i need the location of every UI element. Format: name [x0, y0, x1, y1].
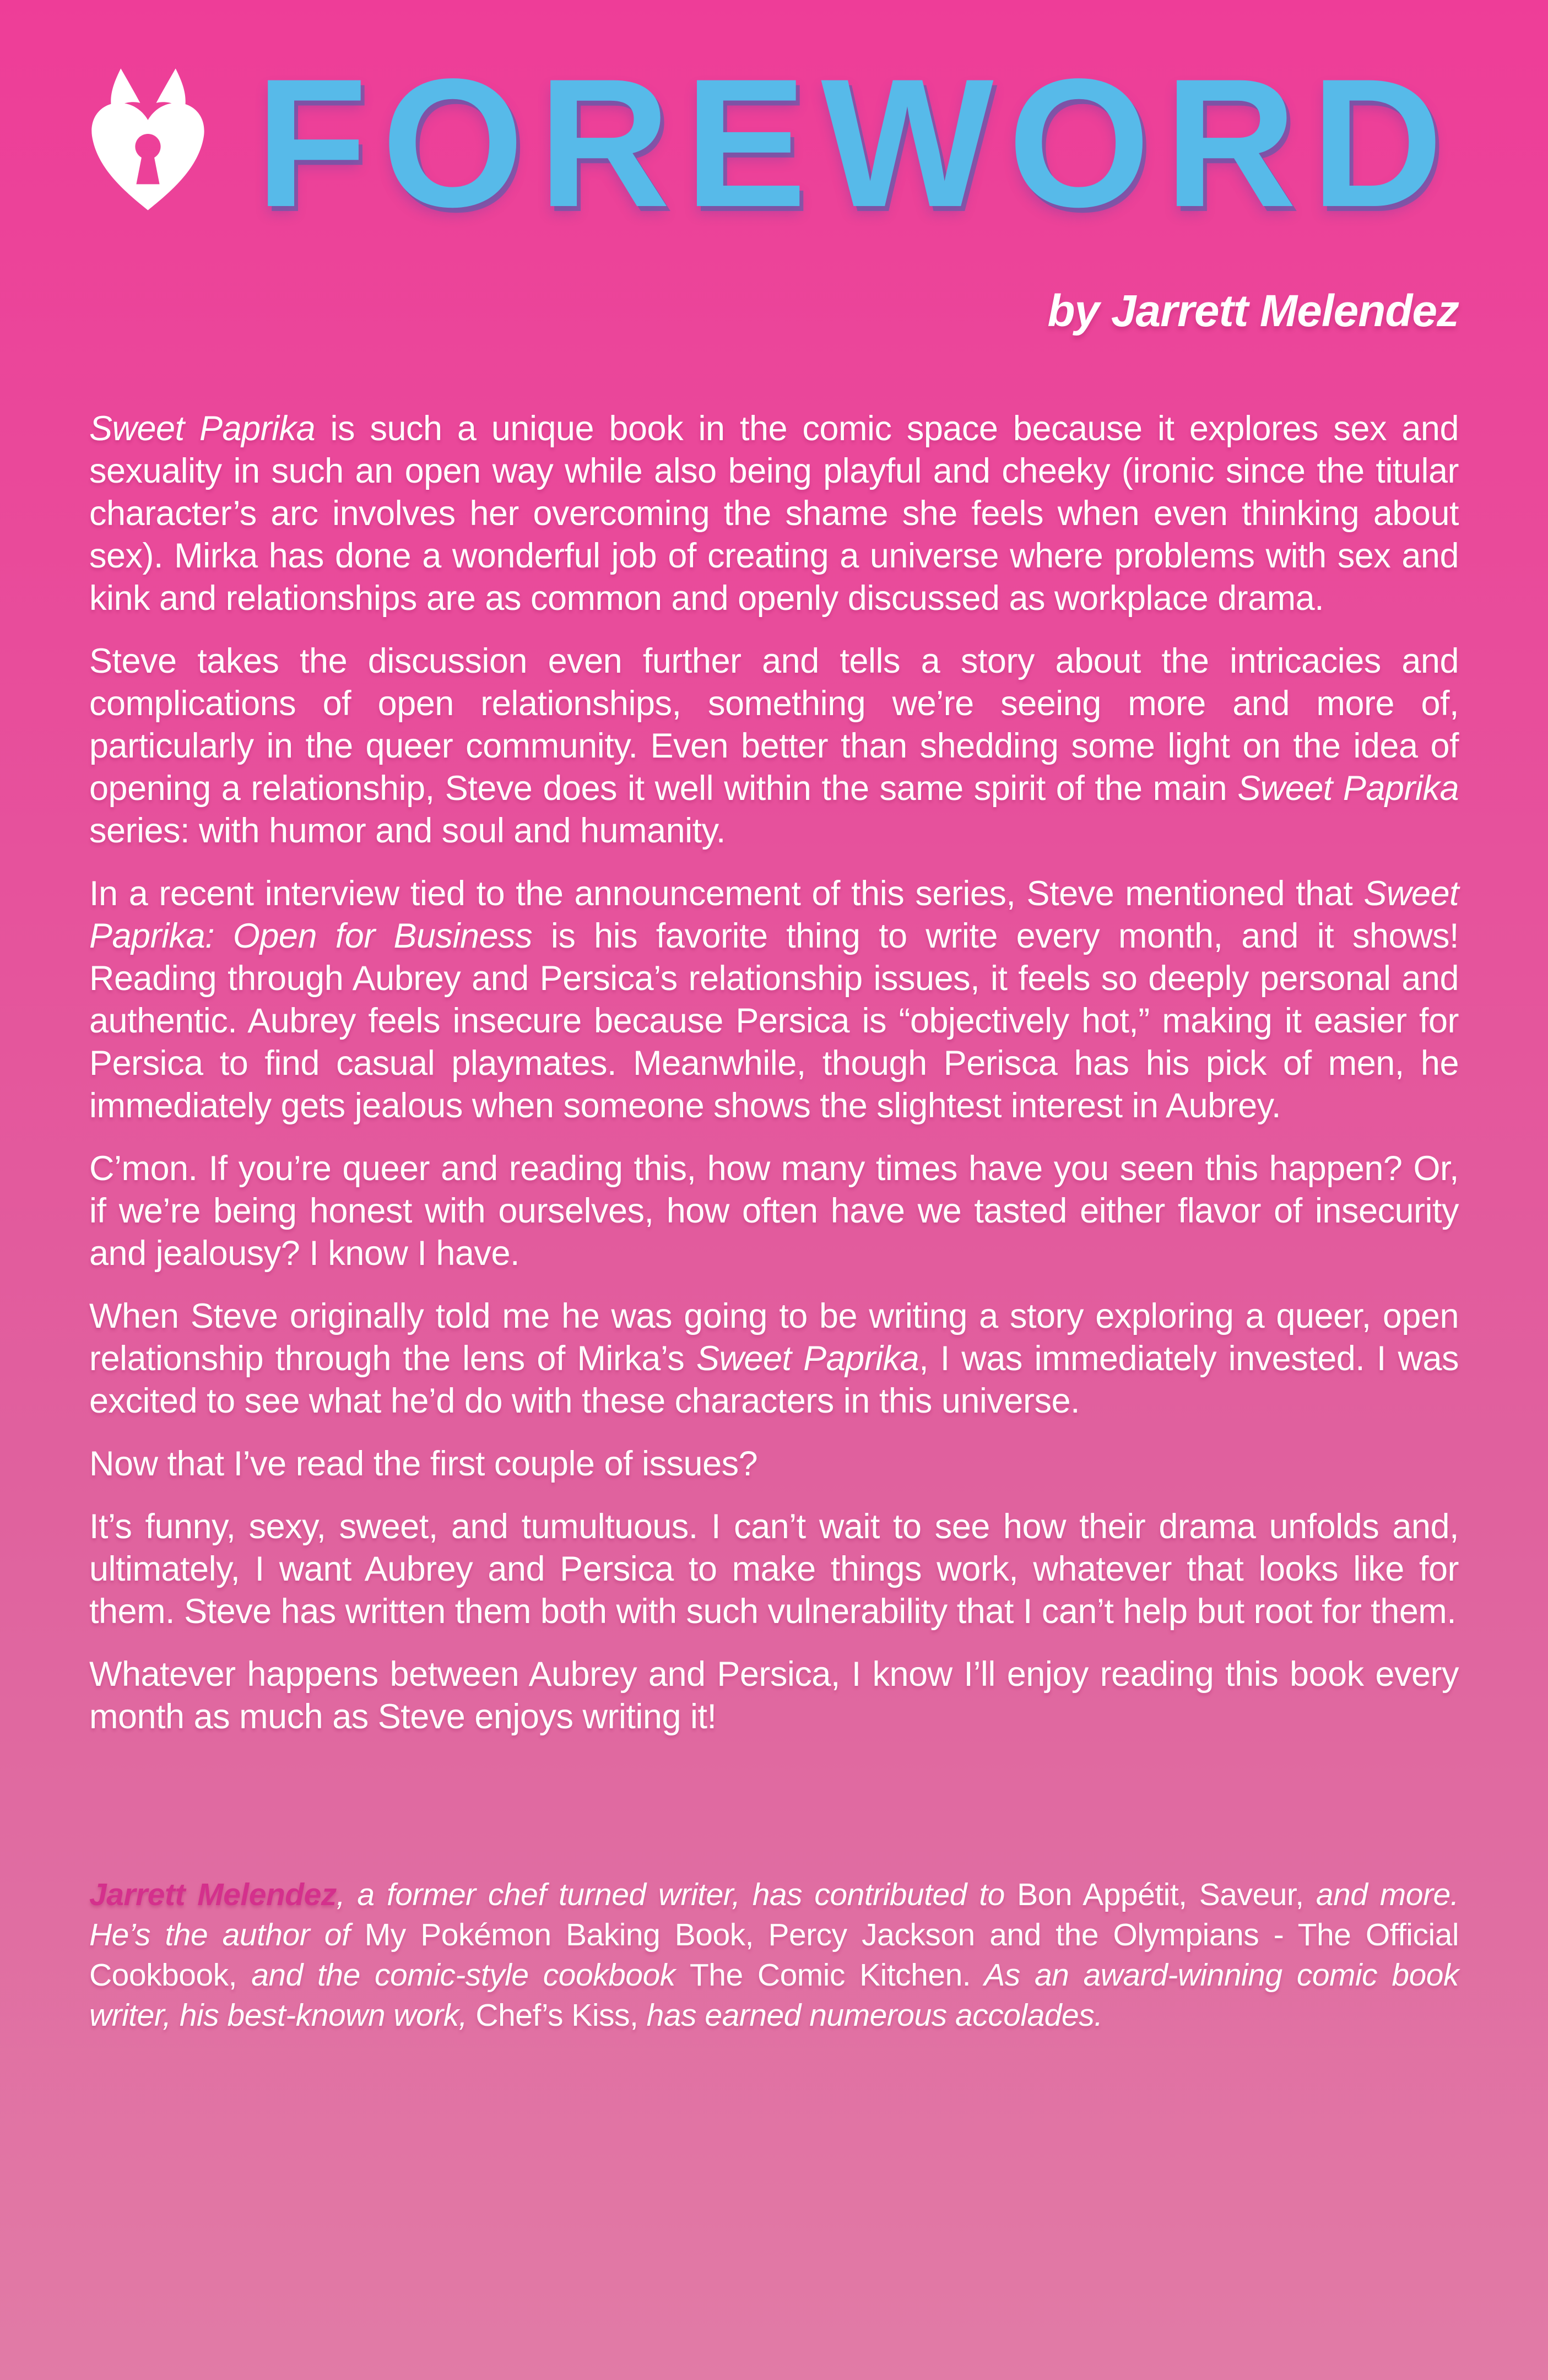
paragraph — [89, 640, 1459, 852]
text-run: is such a unique book in the comic space because it explores sex and sexuality in such an open way while also being playful and cheeky (ironic since the titular character’s arc involves her overcoming the shame she feels when even thinking about sex). Mirka has done a wonderful job of creating a universe where problems with sex and kink and relationships are as common and openly discussed as workplace drama. — [89, 409, 1459, 618]
text-run: Whatever happens between Aubrey and Persica, I know I’ll enjoy reading this book every month as much as Steve enjoys writing it! — [89, 1655, 1459, 1736]
text-run: Chef’s Kiss, — [475, 1998, 638, 2033]
text-run: In a recent interview tied to the announcement of this series, Steve mentioned that — [89, 874, 1364, 913]
text-run: My Pokémon Baking Book, Percy Jackson and the Olympians - The Official Cookbook, — [89, 1917, 1459, 1993]
devil-heart-keyhole-icon — [89, 67, 207, 212]
paragraph — [89, 1295, 1459, 1422]
paragraph — [89, 1653, 1459, 1738]
text-run: , a former chef turned writer, has contributed to — [336, 1877, 1017, 1912]
text-run: As an award-winning comic book writer, his best-known work, — [89, 1957, 1459, 2033]
foreword-paragraphs — [89, 408, 1459, 1738]
text-run: The Comic Kitchen. — [689, 1957, 971, 1993]
paragraph — [89, 873, 1459, 1127]
text-run: Sweet Paprika — [1237, 769, 1459, 808]
text-run: Now that I’ve read the first couple of issues? — [89, 1445, 758, 1483]
page-title: FOREWORD — [256, 41, 1458, 245]
text-run: When Steve originally told me he was going to be writing a story exploring a queer, open relationship through the lens of Mirka’s — [89, 1297, 1459, 1378]
text-run: It’s funny, sexy, sweet, and tumultuous. I can’t wait to see how their drama unfolds and, ultimately, I want Aubrey and Persica to make things work, whatever that looks like for them. Steve has written them both with such vulnerability that I can’t help but root for them. — [89, 1507, 1459, 1631]
text-run: has earned numerous accolades. — [638, 1998, 1103, 2033]
bio-footer — [89, 1875, 1459, 2036]
text-run: Sweet Paprika — [696, 1339, 919, 1378]
byline: by Jarrett Melendez — [1047, 286, 1459, 336]
text-run: and more. He’s the author of — [89, 1877, 1459, 1952]
paragraph — [89, 1506, 1459, 1633]
header — [89, 41, 1459, 245]
bio-author-name: Jarrett Melendez — [89, 1877, 337, 1912]
text-run: Sweet Paprika: Open for Business — [89, 874, 1459, 955]
paragraph — [89, 1148, 1459, 1275]
text-run: C’mon. If you’re queer and reading this, how many times have you seen this happen? Or, if we’re being honest with ourselves, how often have we tasted either flavor of insecurity and jealousy? I know I have. — [89, 1149, 1459, 1273]
text-run: Steve takes the discussion even further and tells a story about the intricacies and complications of open relationships, something we’re seeing more and more of, particularly in the queer community. Even better than shedding some light on the idea of opening a relationship, Steve does it well within the same spirit of the main — [89, 642, 1459, 808]
text-run: and the comic-style cookbook — [237, 1957, 690, 1993]
text-run: is his favorite thing to write every month, and it shows! Reading through Aubrey and Persica’s relationship issues, it feels so deeply personal and authentic. Aubrey feels insecure because Persica is “objectively hot,” making it easier for Persica to find casual playmates. Meanwhile, though Perisca has his pick of men, he immediately gets jealous when someone shows the slightest interest in Aubrey. — [89, 917, 1459, 1125]
paragraph — [89, 408, 1459, 620]
text-run: series: with humor and soul and humanity. — [89, 812, 726, 850]
paragraph — [89, 1443, 1459, 1485]
bio-paragraph — [89, 1875, 1459, 2036]
text-run: , I was immediately invested. I was excited to see what he’d do with these characters in this universe. — [89, 1339, 1459, 1420]
text-run: Sweet Paprika — [89, 409, 316, 448]
text-run: Bon Appétit, Saveur, — [1017, 1877, 1304, 1912]
